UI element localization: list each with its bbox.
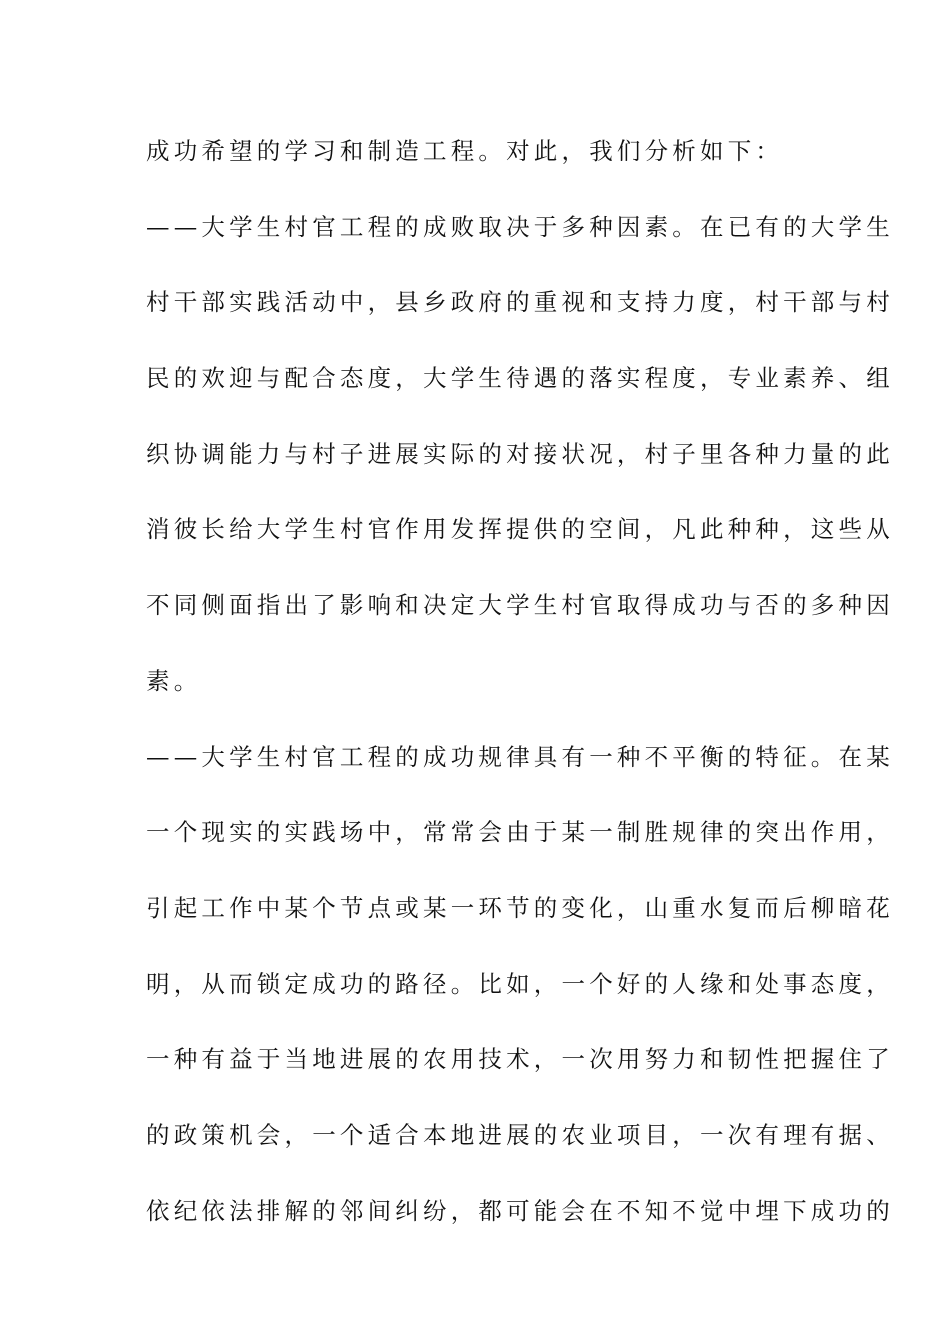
- text-line: 素。: [146, 666, 202, 695]
- text-line: 不同侧面指出了影响和决定大学生村官取得成功与否的多种因: [146, 591, 894, 620]
- text-line: ——大学生村官工程的成败取决于多种因素。在已有的大学生: [146, 212, 894, 241]
- text-line: ——大学生村官工程的成功规律具有一种不平衡的特征。在某: [146, 742, 894, 771]
- text-line: 依纪依法排解的邻间纠纷，都可能会在不知不觉中埋下成功的: [146, 1196, 894, 1225]
- text-line: 消彼长给大学生村官作用发挥提供的空间，凡此种种，这些从: [146, 515, 894, 544]
- text-line: 引起工作中某个节点或某一环节的变化，山重水复而后柳暗花: [146, 893, 894, 922]
- body-text: [146, 128, 894, 1263]
- text-line: 明，从而锁定成功的路径。比如，一个好的人缘和处事态度，: [146, 969, 894, 998]
- text-line: 一种有益于当地进展的农用技术，一次用努力和韧性把握住了: [146, 1045, 894, 1074]
- text-line: 民的欢迎与配合态度，大学生待遇的落实程度，专业素养、组: [146, 364, 894, 393]
- text-line: 的政策机会，一个适合本地进展的农业项目，一次有理有据、: [146, 1120, 894, 1149]
- text-line: 成功希望的学习和制造工程。对此，我们分析如下：: [146, 137, 784, 165]
- text-line: 村干部实践活动中，县乡政府的重视和支持力度，村干部与村: [146, 288, 894, 317]
- text-line: 织协调能力与村子进展实际的对接状况，村子里各种力量的此: [146, 439, 894, 468]
- text-line: 一个现实的实践场中，常常会由于某一制胜规律的突出作用，: [146, 818, 894, 847]
